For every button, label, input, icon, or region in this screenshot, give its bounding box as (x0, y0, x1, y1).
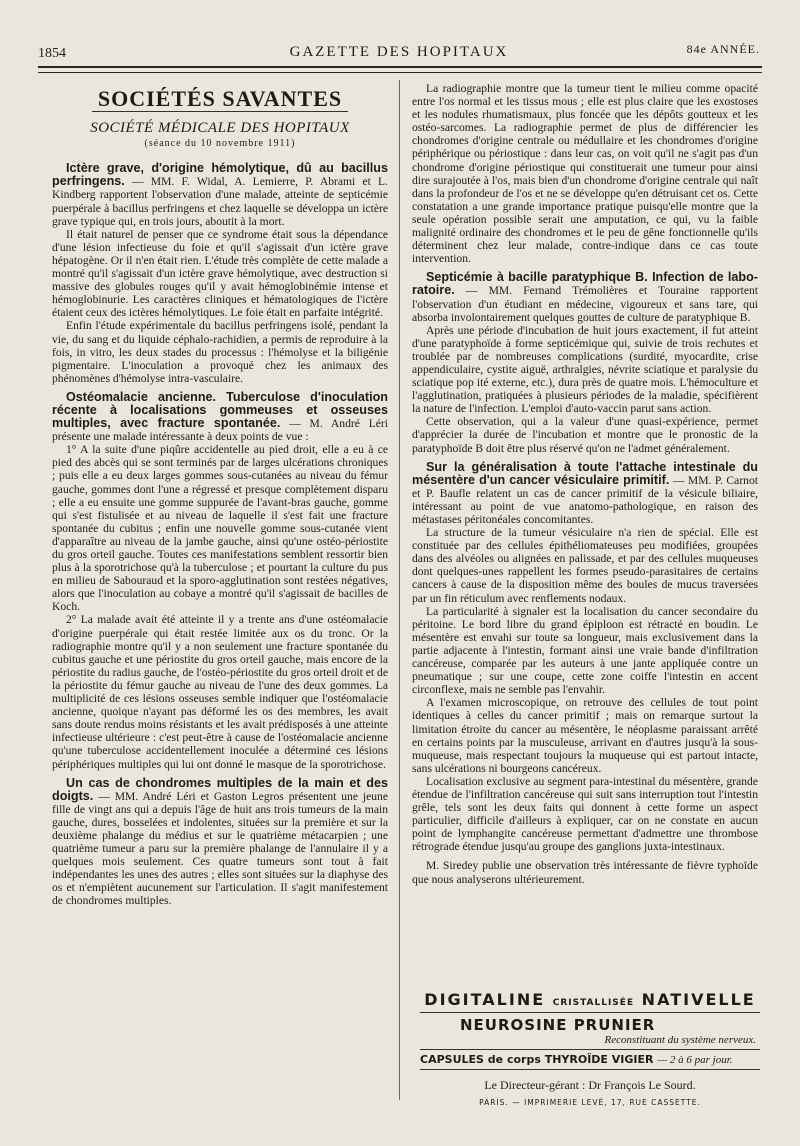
section-title: SOCIÉTÉS SAVANTES (97, 86, 343, 111)
article-paragraph: La structure de la tumeur vésiculaire n'a rien de spécial. Elle est constituée par des cellules épithéliomateuses peu modifiées, groupées dans des alvéoles ou alignées en palissade, et par des cellules muqueuses dont quelques-unes rappellent les formes pseudo-parasitaires de certains cancers à cause de la disposition même des boules de mucus traversées par un fin réticulum avec renflements nodaux. (412, 526, 758, 605)
journal-year: 84e ANNÉE. (686, 42, 760, 56)
article-paragraph: Enfin l'étude expérimentale du bacillus perfringens isolé, pendant la vie, du sang et du liquide céphalo-rachidien, a permis de reproduire à la fois, in vitro, les deux stades du processus : l'hémolyse et la biligénie pigmentaire. L'inoculation a provoqué chez les animaux des phénomènes d'hémolyse intra-vasculaire. (52, 319, 388, 385)
article-paragraph: — MM. André Léri et Gaston Legros présentent une jeune fille de vingt ans qui a depuis l'âge de huit ans trois tumeurs de la main gauche, dures, bosselées et indolentes, situées sur la première et sur la deuxième phalange du médius et sur le quatrième métacarpien ; une quatrième tumeur a paru sur la première phalange de l'annulaire il y a quelques mois seulement. Ces quatre tumeurs sont tout à fait indépendantes les unes des autres ; elles sont situées sur la diaphyse des os et n'empiètent aucunement sur l'articulation. Il s'agit manifestement de chondromes multiples. (52, 789, 388, 908)
ad-rule (420, 1049, 760, 1050)
article (412, 859, 758, 885)
ad-digitaline-name: DIGITALINE (424, 990, 546, 1009)
article (52, 777, 388, 908)
article-paragraph: Il était naturel de penser que ce syndrome était sous la dépendance d'une lésion infectieuse du foie et qu'il s'agissait d'un ictère grave hépatogène. Or il n'en était rien. L'étude très complète de cette malade a montré qu'il s'agissait d'un ictère grave hémolytique, avec destruction si massive des globules rouges qu'il y avait hémoglobinémie intense et hémoglobinurie. Les caractères cliniques et hématologiques de l'ictère étaient ceux des ictères hémolytiques. Le foie était en parfaite intégrité. (52, 227, 388, 320)
session-date: (séance du 10 novembre 1911) (144, 138, 296, 150)
page-header (38, 42, 760, 62)
article-paragraph: La radiographie montre que la tumeur tient le milieu comme opacité entre l'os normal et les tissus mous ; elle est plus claire que les exostoses et les nodules rhumatismaux, plus foncée que les dépôts goutteux et les ostéo-sarcomes. La radiographie permet de plus de différencier les chondromes d'origine centrale ou médullaire et les chondromes d'origine périphérique ou périostique : dans leur cas, on voit qu'il ne s'agit pas d'un chondrome d'origine périostique qui constituerait une tumeur pour ainsi dire surajoutée à l'os, mais bien d'un chondrome d'origine centrale qui naît dans la profondeur de l'os et ne se développe qu'en détruisant cet os. Cette constatation a une grande importance pratique puisqu'elle montre que la seule opération possible serait une amputation, ce qui, vu la faible malignité ordinaire des chondromes et le peu de gêne fonctionnelle qu'ils déterminent chez leur malade, contre-indique dans ce cas toute intervention. (412, 82, 758, 266)
article-paragraph: — MM. P. Carnot et P. Baufle relatent un cas de cancer primitif de la vésicule biliaire, intéressant au point de vue anatomo-pathologique, en raison des métastases péritonéales concomitantes. (412, 473, 758, 526)
article-title: Un cas de chondromes multiples de la main et des doigts. (52, 775, 388, 803)
article (52, 162, 388, 385)
column-divider (399, 80, 400, 1100)
ad-rule (420, 1012, 760, 1013)
article-paragraph: Localisation exclusive au segment para-intestinal du mésentère, grande étendue de l'infiltration cancéreuse qui suit sans interruption tout l'intestin grêle, tels sont les deux faits qui donnent à cette forme un aspect particulier, difficile d'ailleurs à expliquer, car on ne constate en aucun point de lymphangite cancéreuse permettant d'admettre une thrombose rétrograde étendue jusqu'au groupe des ganglions juxta-intestinaux. (412, 774, 758, 854)
header-rule-thin (38, 72, 762, 73)
article-title: Ictère grave, d'origine hémolytique, dû au bacillus perfringens. (52, 161, 388, 189)
article-paragraph: — M. André Léri présente une malade intéressante à deux points de vue : (52, 417, 389, 444)
ad-capsules-name: CAPSULES de corps THYROÏDE VIGIER (420, 1053, 654, 1066)
ad-digitaline-sub: CRISTALLISÉE (552, 998, 635, 1008)
left-column (52, 82, 388, 908)
article-title: Sur la généralisation à toute l'attache intestinale du mésentère d'un cancer vésiculaire primitif. (412, 459, 758, 487)
article-title: Septicémie à bacille paratyphique B. Infection de laboratoire. (412, 270, 758, 298)
article (412, 461, 758, 854)
ad-rule (420, 1069, 760, 1070)
ad-neurosine: NEUROSINE PRUNIER (460, 1016, 656, 1034)
article-paragraph: La particularité à signaler est la localisation du cancer secondaire du péritoine. Le bord libre du grand épiploon est rétracté en boudin. Le mésentère est envahi sur toute sa longueur, mais exclusivement dans la partie adjacente à l'intestin, formant ainsi une vraie bande d'infiltration cancéreuse, comparée par les auteurs à une jante appliquée contre un pneumatique ; sur une coupe, cette zone coiffe l'intestin en accent circonflexe, mais ne semble pas l'envahir. (412, 604, 758, 697)
right-column (412, 82, 758, 886)
ad-neurosine-tag: Reconstituant du système nerveux. (604, 1034, 756, 1046)
journal-title: GAZETTE DES HOPITAUX (289, 44, 509, 60)
printer-line: PARIS. — IMPRIMERIE LEVÉ, 17, RUE CASSETTE. (479, 1098, 701, 1107)
ad-digitaline-brand: NATIVELLE (641, 990, 756, 1009)
article-title: Ostéomalacie ancienne. Tuberculose d'inoculation récente à localisations gommeuses et osseuses multiples, avec fracture spontanée. (52, 389, 388, 431)
article-paragraph: 1° A la suite d'une piqûre accidentelle au pied droit, elle a eu à ce pied des abcès qui se sont terminés par de larges ulcérations chroniques ; puis elle a eu deux larges gommes sous-cutanées au niveau du fémur gauche, gommes dont l'une a régressé et presque complètement disparu ; elle a eu ensuite une gomme suppurée de l'avant-bras gauche, gomme qui s'est fistulisée et au niveau de laquelle il s'est fait une fracture spontanée du cubitus ; enfin une nouvelle gomme sous-cutanée vient d'apparaître au niveau de la jambe gauche, ainsi qu'une ostéo-périostite du gros orteil gauche. Toutes ces manifestations semblent ressortir bien plus à la sporotrichose qu'à la tuberculose ; et pourtant la culture du pus en milieu de Sabouraud et la sporo-agglutination sont restées négatives, alors que l'inoculation au cobaye a montré qu'il s'agissait de bacilles de Koch. (52, 443, 388, 614)
society-title: SOCIÉTÉ MÉDICALE DES HOPITAUX (90, 120, 350, 137)
article (52, 391, 388, 771)
ad-digitaline (420, 990, 760, 1009)
director-signature: Le Directeur-gérant : Dr François Le Sourd. (484, 1078, 696, 1092)
advertisements (420, 990, 760, 1107)
article-paragraph: — MM. F. Widal, A. Lemierre, P. Abrami et L. Kindberg rapportent l'observation d'une malade, atteinte de septicémie puerpérale à bacillus perfringens et chez laquelle se développa un ictère grave typique qui, en trois jours, aboutit à la mort. (52, 175, 389, 228)
section-rule (92, 111, 348, 112)
article-paragraph: — MM. Fernand Trémolières et Touraine rapportent l'observation d'un étudiant en médecine, vigoureux et sans tare, qui absorba involontairement quelques gouttes de culture de paratyphique B. (412, 284, 758, 324)
article-paragraph: 2° La malade avait été atteinte il y a trente ans d'une ostéomalacie d'origine puerpérale qui était restée limitée aux os du tronc. Or la radiographie montre qu'il y a non seulement une fracture spontanée du cubitus gauche et une périostite du gros orteil gauche, mais encore de la périostite du radius gauche, de l'ostéo-périostite du gros orteil droit et de la périostite du fémur gauche au niveau de l'une des deux gommes. La multiplicité de ces lésions osseuses semble indiquer que l'ostéomalacie ancienne, quoique n'ayant pas déformé les os des membres, les avait sans doute rendus moins résistants et les avait prédisposés à une atteinte infectieuse ultérieure : c'est peut-être à cause de l'ostéomalacie ancienne qu'une tuberculose accidentellement inoculée a déterminé ces lésions périphériques multiples qui lui ont donné le masque de la sporotrichose. (52, 613, 388, 771)
article-paragraph: M. Siredey publie une observation très intéressante de fièvre typhoïde que nous analyserons ultérieurement. (412, 859, 758, 886)
page-number: 1854 (38, 46, 66, 61)
article-paragraph: Après une période d'incubation de huit jours exactement, il fut atteint d'une paratyphoïde à forme septicémique qui, suivie de trois rechutes et troublée par de nombreuses complications (surdité, myocardite, crise appendiculaire, cystite aiguë, arthralgies, névrite sciatique et paralysie du sciatique pop ité externe, etc.), dura près de quatre mois. L'hémoculture et l'agglutination, pratiquées à plusieurs périodes de la maladie, spécifièrent la nature de l'infection. L'emploi d'auto-vaccin parut sans action. (412, 323, 758, 416)
header-rule (38, 66, 762, 68)
article-paragraph: Cette observation, qui a la valeur d'une quasi-expérience, permet d'apprécier la durée de l'incubation et montre que le pronostic de la paratyphoïde B doit être plus réservé qu'on ne l'admet généralement. (412, 415, 758, 455)
ad-capsules-dose: — 2 à 6 par jour. (657, 1054, 733, 1066)
article-paragraph: A l'examen microscopique, on retrouve des cellules de tout point identiques à celles du cancer primitif ; mais on remarque surtout la limitation étroite du cancer au mésentère, le néoplasme paraissant arrêté en certains points par la musculeuse, arrivant en d'autres jusqu'à la sous-muqueuse, mais respectant toujours la muqueuse qui est partout intacte, sans ulcérations ni bourgeons cancéreux. (412, 696, 758, 775)
article (412, 271, 758, 454)
ad-capsules (420, 1053, 760, 1066)
